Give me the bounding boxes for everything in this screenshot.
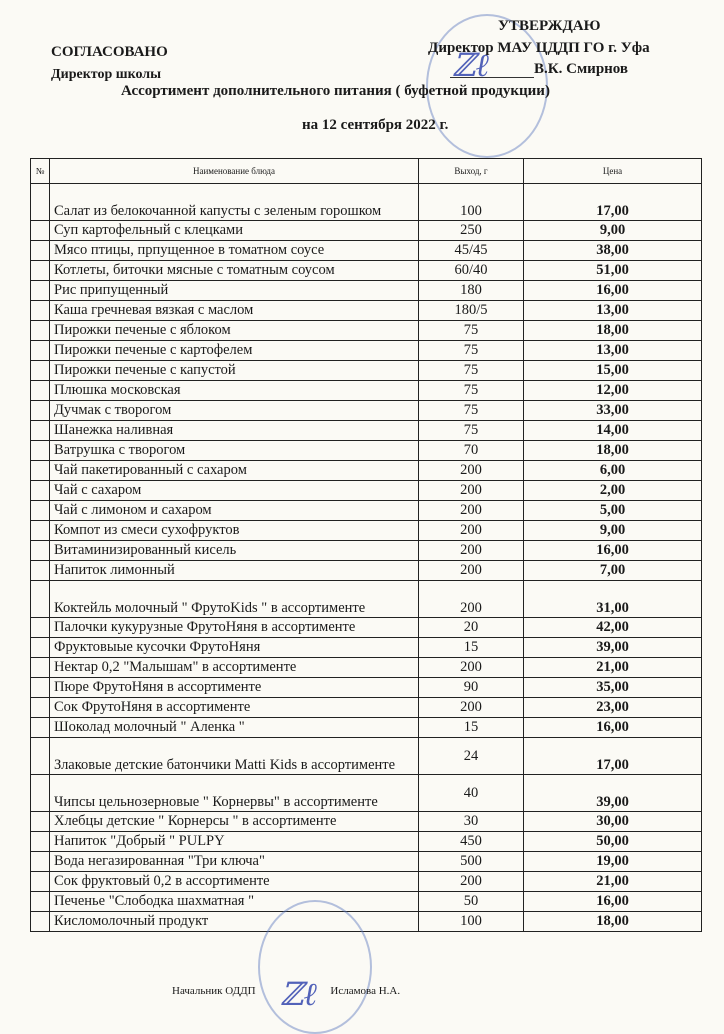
item-name: Чай пакетированный с сахаром [50, 461, 419, 481]
table-row [31, 812, 702, 832]
item-price: 51,00 [524, 261, 702, 281]
row-number [31, 261, 50, 281]
table-row [31, 221, 702, 241]
item-name: Шанежка наливная [50, 421, 419, 441]
table-row [31, 401, 702, 421]
item-yield: 450 [419, 832, 524, 852]
item-yield: 180/5 [419, 301, 524, 321]
item-yield: 75 [419, 361, 524, 381]
approve-role: Директор МАУ ЦДДП ГО г. Уфа [428, 40, 650, 56]
item-yield: 75 [419, 341, 524, 361]
item-name: Пирожки печеные с яблоком [50, 321, 419, 341]
item-yield: 100 [419, 912, 524, 932]
item-price: 17,00 [524, 738, 702, 775]
item-price: 19,00 [524, 852, 702, 872]
item-price: 16,00 [524, 541, 702, 561]
item-yield: 75 [419, 421, 524, 441]
row-number [31, 441, 50, 461]
item-yield: 200 [419, 541, 524, 561]
item-yield: 200 [419, 481, 524, 501]
row-number [31, 561, 50, 581]
table-row [31, 892, 702, 912]
table-row [31, 361, 702, 381]
row-number [31, 892, 50, 912]
item-price: 31,00 [524, 581, 702, 618]
row-number [31, 221, 50, 241]
table-row [31, 618, 702, 638]
item-name: Салат из белокочанной капусты с зеленым горошком [50, 184, 419, 221]
item-name: Пюре ФрутоНяня в ассортименте [50, 678, 419, 698]
column-header-number: № [31, 159, 50, 184]
official-stamp-bottom [258, 900, 372, 1034]
item-yield: 40 [419, 775, 524, 812]
row-number [31, 241, 50, 261]
table-row [31, 738, 702, 775]
table-row [31, 852, 702, 872]
column-header-yield: Выход, г [419, 159, 524, 184]
item-yield: 24 [419, 738, 524, 775]
item-yield: 200 [419, 581, 524, 618]
row-number [31, 501, 50, 521]
row-number [31, 912, 50, 932]
item-price: 14,00 [524, 421, 702, 441]
table-row [31, 321, 702, 341]
row-number [31, 775, 50, 812]
item-name: Ватрушка с творогом [50, 441, 419, 461]
item-yield: 200 [419, 461, 524, 481]
row-number [31, 421, 50, 441]
item-yield: 200 [419, 872, 524, 892]
footer-role: Начальник ОДДП [172, 985, 256, 997]
item-price: 7,00 [524, 561, 702, 581]
item-yield: 180 [419, 281, 524, 301]
item-name: Суп картофельный с клецками [50, 221, 419, 241]
item-price: 13,00 [524, 341, 702, 361]
item-name: Сок фруктовый 0,2 в ассортименте [50, 872, 419, 892]
item-name: Рис припущенный [50, 281, 419, 301]
item-name: Плюшка московская [50, 381, 419, 401]
item-price: 13,00 [524, 301, 702, 321]
table-row [31, 678, 702, 698]
column-header-price: Цена [524, 159, 702, 184]
item-yield: 250 [419, 221, 524, 241]
table-row [31, 441, 702, 461]
item-yield: 15 [419, 638, 524, 658]
menu-table [30, 158, 702, 932]
item-yield: 100 [419, 184, 524, 221]
table-row [31, 541, 702, 561]
table-row [31, 521, 702, 541]
table-row [31, 638, 702, 658]
row-number [31, 301, 50, 321]
document-date: на 12 сентября 2022 г. [302, 117, 449, 133]
item-name: Витаминизированный кисель [50, 541, 419, 561]
approve-title: УТВЕРЖДАЮ [498, 18, 601, 34]
table-row [31, 912, 702, 932]
item-name: Злаковые детские батончики Matti Kids в ассортименте [50, 738, 419, 775]
row-number [31, 698, 50, 718]
item-price: 38,00 [524, 241, 702, 261]
footer-signature [172, 985, 472, 997]
item-price: 17,00 [524, 184, 702, 221]
row-number [31, 678, 50, 698]
item-price: 12,00 [524, 381, 702, 401]
item-name: Каша гречневая вязкая с маслом [50, 301, 419, 321]
agreed-title: СОГЛАСОВАНО [51, 44, 168, 60]
table-row [31, 241, 702, 261]
item-name: Мясо птицы, прпущенное в томатном соусе [50, 241, 419, 261]
item-name: Пирожки печеные с картофелем [50, 341, 419, 361]
table-row [31, 261, 702, 281]
item-name: Сок ФрутоНяня в ассортименте [50, 698, 419, 718]
row-number [31, 401, 50, 421]
row-number [31, 872, 50, 892]
item-price: 16,00 [524, 281, 702, 301]
row-number [31, 481, 50, 501]
item-price: 18,00 [524, 321, 702, 341]
item-yield: 75 [419, 321, 524, 341]
item-name: Чипсы цельнозерновые " Корнервы" в ассортименте [50, 775, 419, 812]
item-price: 2,00 [524, 481, 702, 501]
item-price: 6,00 [524, 461, 702, 481]
document-title: Ассортимент дополнительного питания ( буфетной продукции) [121, 83, 550, 99]
item-yield: 200 [419, 698, 524, 718]
table-row [31, 872, 702, 892]
item-name: Котлеты, биточки мясные с томатным соусом [50, 261, 419, 281]
row-number [31, 281, 50, 301]
approve-name: В.К. Смирнов [534, 61, 629, 77]
item-yield: 500 [419, 852, 524, 872]
row-number [31, 718, 50, 738]
table-row [31, 698, 702, 718]
item-name: Коктейль молочный " ФрутоKids " в ассортименте [50, 581, 419, 618]
item-price: 50,00 [524, 832, 702, 852]
item-name: Шоколад молочный " Аленка " [50, 718, 419, 738]
item-yield: 200 [419, 561, 524, 581]
table-row [31, 184, 702, 221]
item-yield: 75 [419, 401, 524, 421]
row-number [31, 381, 50, 401]
row-number [31, 852, 50, 872]
item-price: 42,00 [524, 618, 702, 638]
item-price: 21,00 [524, 872, 702, 892]
item-price: 30,00 [524, 812, 702, 832]
table-row [31, 561, 702, 581]
item-yield: 15 [419, 718, 524, 738]
row-number [31, 321, 50, 341]
item-yield: 50 [419, 892, 524, 912]
item-yield: 200 [419, 658, 524, 678]
item-name: Чай с сахаром [50, 481, 419, 501]
item-yield: 90 [419, 678, 524, 698]
item-price: 18,00 [524, 441, 702, 461]
row-number [31, 361, 50, 381]
item-yield: 70 [419, 441, 524, 461]
item-name: Кисломолочный продукт [50, 912, 419, 932]
item-yield: 20 [419, 618, 524, 638]
row-number [31, 521, 50, 541]
signature-icon: ℤℓ [452, 46, 489, 84]
item-name: Вода негазированная "Три ключа" [50, 852, 419, 872]
item-price: 5,00 [524, 501, 702, 521]
row-number [31, 658, 50, 678]
item-name: Фруктовыые кусочки ФрутоНяня [50, 638, 419, 658]
table-row [31, 461, 702, 481]
row-number [31, 541, 50, 561]
table-header-row [31, 159, 702, 184]
item-price: 21,00 [524, 658, 702, 678]
item-price: 39,00 [524, 638, 702, 658]
table-row [31, 421, 702, 441]
row-number [31, 461, 50, 481]
item-name: Палочки кукурузные ФрутоНяня в ассортименте [50, 618, 419, 638]
item-name: Компот из смеси сухофруктов [50, 521, 419, 541]
agreed-role: Директор школы [51, 67, 162, 82]
table-row [31, 301, 702, 321]
item-name: Напиток "Добрый " PULPY [50, 832, 419, 852]
signature-line [450, 77, 534, 78]
table-row [31, 481, 702, 501]
item-name: Пирожки печеные с капустой [50, 361, 419, 381]
table-row [31, 381, 702, 401]
table-row [31, 501, 702, 521]
row-number [31, 638, 50, 658]
row-number [31, 341, 50, 361]
table-row [31, 775, 702, 812]
table-row [31, 658, 702, 678]
item-price: 15,00 [524, 361, 702, 381]
row-number [31, 832, 50, 852]
item-name: Напиток лимонный [50, 561, 419, 581]
row-number [31, 738, 50, 775]
table-row [31, 281, 702, 301]
item-price: 16,00 [524, 718, 702, 738]
item-price: 9,00 [524, 221, 702, 241]
item-name: Дучмак с творогом [50, 401, 419, 421]
table-row [31, 581, 702, 618]
item-yield: 200 [419, 521, 524, 541]
item-price: 33,00 [524, 401, 702, 421]
item-yield: 45/45 [419, 241, 524, 261]
footer-name: Исламова Н.А. [330, 985, 401, 997]
table-row [31, 832, 702, 852]
table-row [31, 718, 702, 738]
item-price: 35,00 [524, 678, 702, 698]
item-yield: 200 [419, 501, 524, 521]
item-price: 9,00 [524, 521, 702, 541]
row-number [31, 812, 50, 832]
item-name: Печенье "Слободка шахматная " [50, 892, 419, 912]
row-number [31, 581, 50, 618]
item-yield: 30 [419, 812, 524, 832]
item-yield: 60/40 [419, 261, 524, 281]
item-price: 18,00 [524, 912, 702, 932]
item-name: Хлебцы детские " Корнерсы " в ассортименте [50, 812, 419, 832]
item-price: 23,00 [524, 698, 702, 718]
signature-bottom-icon: ℤℓ [280, 975, 317, 1013]
row-number [31, 184, 50, 221]
item-price: 39,00 [524, 775, 702, 812]
column-header-name: Наименование блюда [50, 159, 419, 184]
table-row [31, 341, 702, 361]
item-name: Чай с лимоном и сахаром [50, 501, 419, 521]
item-name: Нектар 0,2 "Малышам" в ассортименте [50, 658, 419, 678]
row-number [31, 618, 50, 638]
item-price: 16,00 [524, 892, 702, 912]
item-yield: 75 [419, 381, 524, 401]
